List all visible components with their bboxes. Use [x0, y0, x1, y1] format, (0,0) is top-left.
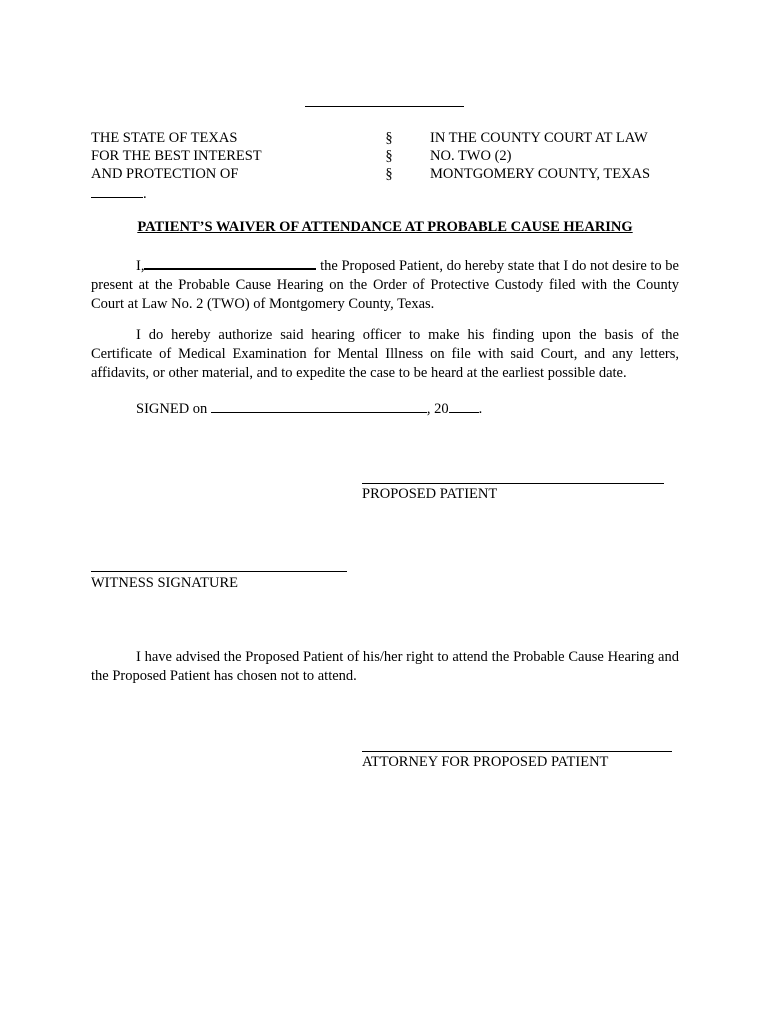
proposed-patient-label: PROPOSED PATIENT: [362, 486, 498, 502]
attorney-signature-label: ATTORNEY FOR PROPOSED PATIENT: [362, 754, 609, 770]
statement-paragraph: [91, 254, 679, 314]
signed-on-label: SIGNED on: [136, 401, 208, 417]
caption-left: [91, 129, 262, 203]
attorney-statement-paragraph: I have advised the Proposed Patient of his/her right to attend the Probable Cause Hearing and the Proposed Patient has chosen not to attend.: [91, 649, 679, 684]
signed-year-field[interactable]: [449, 398, 479, 413]
section-mark-2: §: [385, 148, 393, 164]
section-mark-1: §: [385, 130, 393, 146]
proposed-patient-signature-line[interactable]: [362, 483, 664, 484]
caption-left-line-3: AND PROTECTION OF: [91, 166, 239, 182]
caption-left-line-2: FOR THE BEST INTEREST: [91, 148, 262, 164]
witness-signature-line[interactable]: [91, 571, 347, 572]
caption-section-marks: [382, 129, 396, 183]
caption-right-line-2: NO. TWO (2): [430, 148, 512, 164]
patient-name-field[interactable]: [144, 254, 316, 270]
authorization-paragraph: I do hereby authorize said hearing officer to make his finding upon the basis of the Certificate of Medical Examination for Mental Illness on file with said Court, and any letters, affidavits, or other material, and to expedite the case to be heard at the earliest possible date.: [91, 327, 679, 381]
document-title: PATIENT’S WAIVER OF ATTENDANCE AT PROBABLE CAUSE HEARING: [137, 219, 633, 235]
signed-on-row: [136, 398, 482, 418]
patient-name-period: .: [143, 186, 147, 202]
caption-left-line-1: THE STATE OF TEXAS: [91, 130, 238, 146]
witness-signature-label: WITNESS SIGNATURE: [91, 575, 239, 591]
patient-name-blank-row: [91, 183, 262, 203]
signed-year-prefix: , 20: [426, 401, 449, 417]
caption-right: [430, 129, 650, 183]
statement-text: the Proposed Patient, do hereby state that I do not desire to be present at the Probable Cause Hearing on the Order of Protective Custody filed with the County Court at Law No. 2 (TWO) of Montgomery County, Texas.: [91, 258, 679, 312]
caption-right-line-3: MONTGOMERY COUNTY, TEXAS: [430, 166, 651, 182]
cause-number-line[interactable]: [305, 106, 464, 107]
section-mark-3: §: [385, 166, 393, 182]
patient-name-blank[interactable]: [91, 183, 143, 198]
signed-period: .: [478, 401, 483, 417]
signed-date-field[interactable]: [211, 398, 427, 413]
statement-lead: I,: [136, 258, 145, 274]
attorney-signature-line[interactable]: [362, 751, 672, 752]
caption-right-line-1: IN THE COUNTY COURT AT LAW: [430, 130, 648, 146]
